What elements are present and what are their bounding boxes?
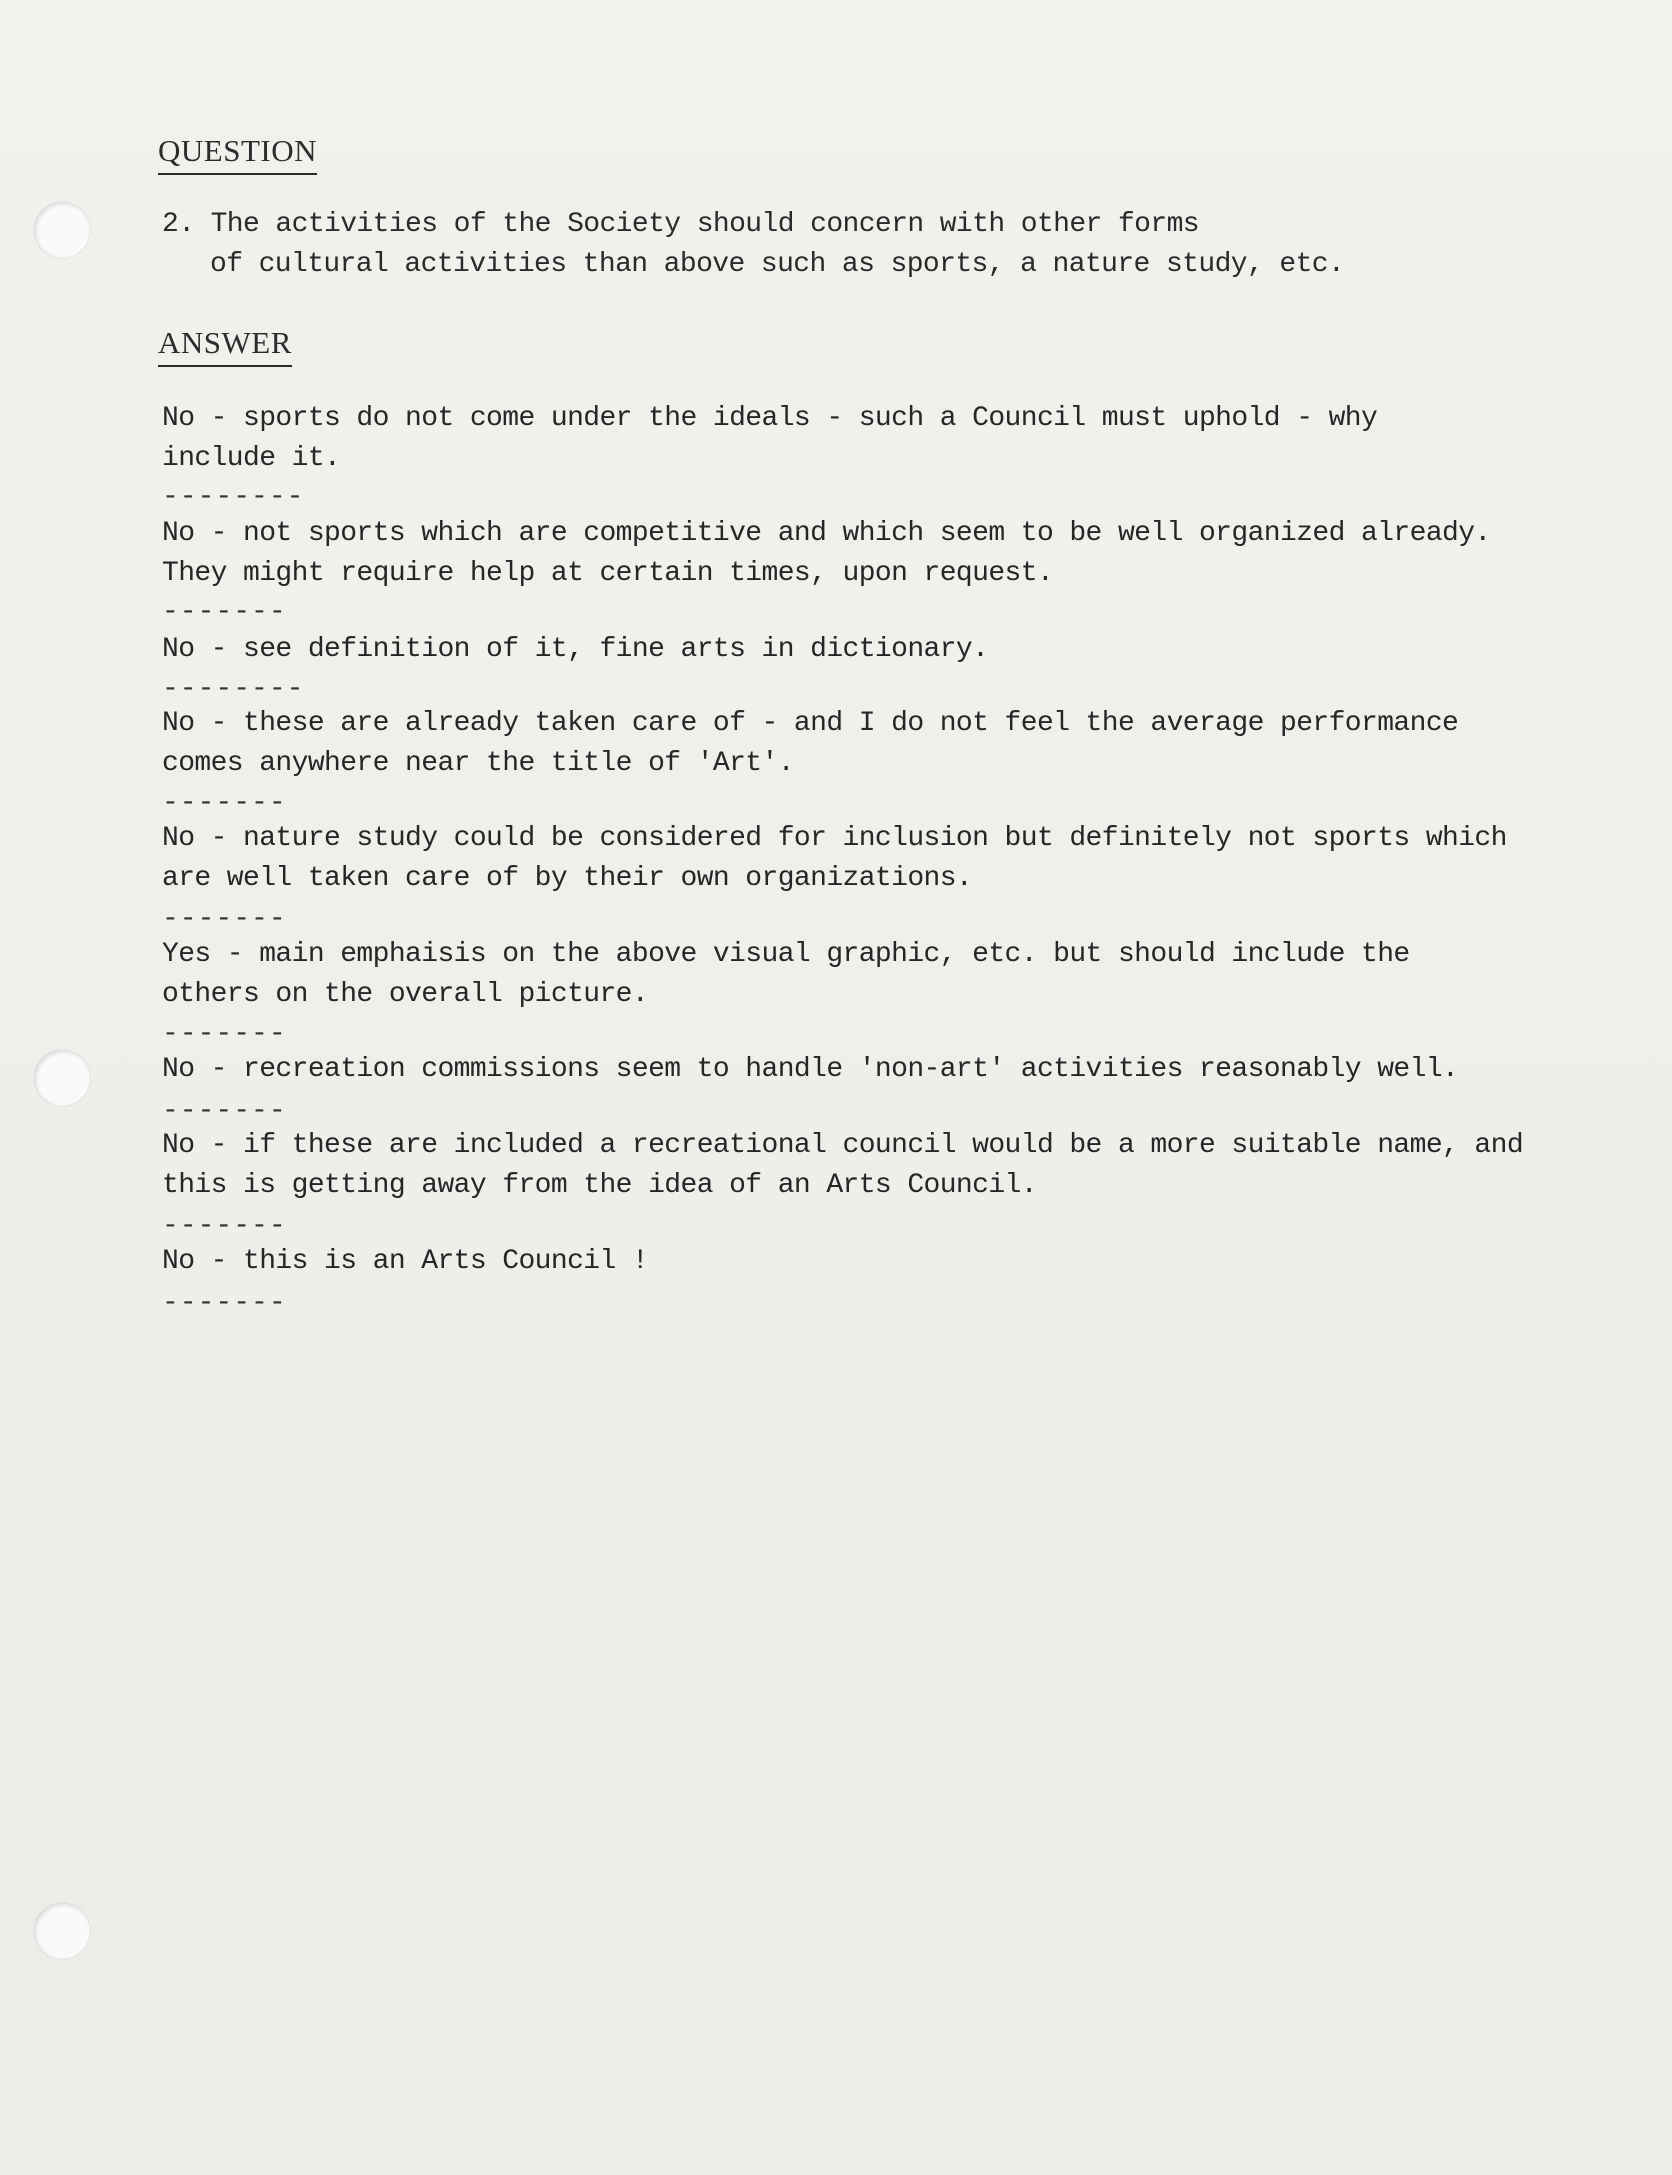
answer-separator: -------: [162, 1019, 287, 1050]
answer-separator: --------: [162, 482, 305, 513]
answer-line-1: No - these are already taken care of - and I do not feel the average performance: [162, 708, 1459, 739]
answer-line-2: They might require help at certain times, upon request.: [162, 558, 1054, 589]
answer-line-1: No - recreation commissions seem to handle 'non-art' activities reasonably well.: [162, 1054, 1459, 1085]
question-text: [162, 205, 1344, 285]
answer-line-2: are well taken care of by their own organizations.: [162, 863, 973, 894]
answer-item: [162, 704, 1458, 784]
answer-line-1: Yes - main emphaisis on the above visual graphic, etc. but should include the: [162, 939, 1410, 970]
answer-item: [162, 1242, 648, 1282]
answer-line-1: No - nature study could be considered for inclusion but definitely not sports which: [162, 823, 1507, 854]
punch-hole-middle: [34, 1050, 90, 1106]
question-heading: QUESTION: [158, 133, 317, 175]
answer-line-1: No - sports do not come under the ideals - such a Council must uphold - why: [162, 403, 1378, 434]
answer-separator: --------: [162, 674, 305, 705]
answer-separator: -------: [162, 1096, 287, 1127]
punch-hole-bottom: [34, 1903, 90, 1959]
question-line-1: 2. The activities of the Society should concern with other forms: [162, 209, 1199, 240]
answer-item: [162, 935, 1410, 1015]
answer-separator: -------: [162, 788, 287, 819]
answer-item: [162, 630, 988, 670]
question-line-2: of cultural activities than above such as sports, a nature study, etc.: [210, 249, 1345, 280]
answer-line-2: comes anywhere near the title of 'Art'.: [162, 748, 794, 779]
answer-item: [162, 1126, 1523, 1206]
punch-hole-top: [34, 202, 90, 258]
answer-separator: -------: [162, 597, 287, 628]
answer-line-1: No - if these are included a recreational council would be a more suitable name, and: [162, 1130, 1524, 1161]
answer-line-2: include it.: [162, 443, 341, 474]
answer-line-1: No - this is an Arts Council !: [162, 1246, 649, 1277]
answer-item: [162, 1050, 1458, 1090]
answer-separator: -------: [162, 904, 287, 935]
answer-line-2: others on the overall picture.: [162, 979, 649, 1010]
answer-item: [162, 514, 1491, 594]
answer-separator: -------: [162, 1288, 287, 1319]
answer-item: [162, 819, 1507, 899]
answer-heading: ANSWER: [158, 325, 292, 367]
answer-line-1: No - not sports which are competitive and which seem to be well organized already.: [162, 518, 1491, 549]
answer-separator: -------: [162, 1211, 287, 1242]
answer-line-1: No - see definition of it, fine arts in dictionary.: [162, 634, 989, 665]
answer-line-2: this is getting away from the idea of an Arts Council.: [162, 1170, 1037, 1201]
answer-item: [162, 399, 1377, 479]
